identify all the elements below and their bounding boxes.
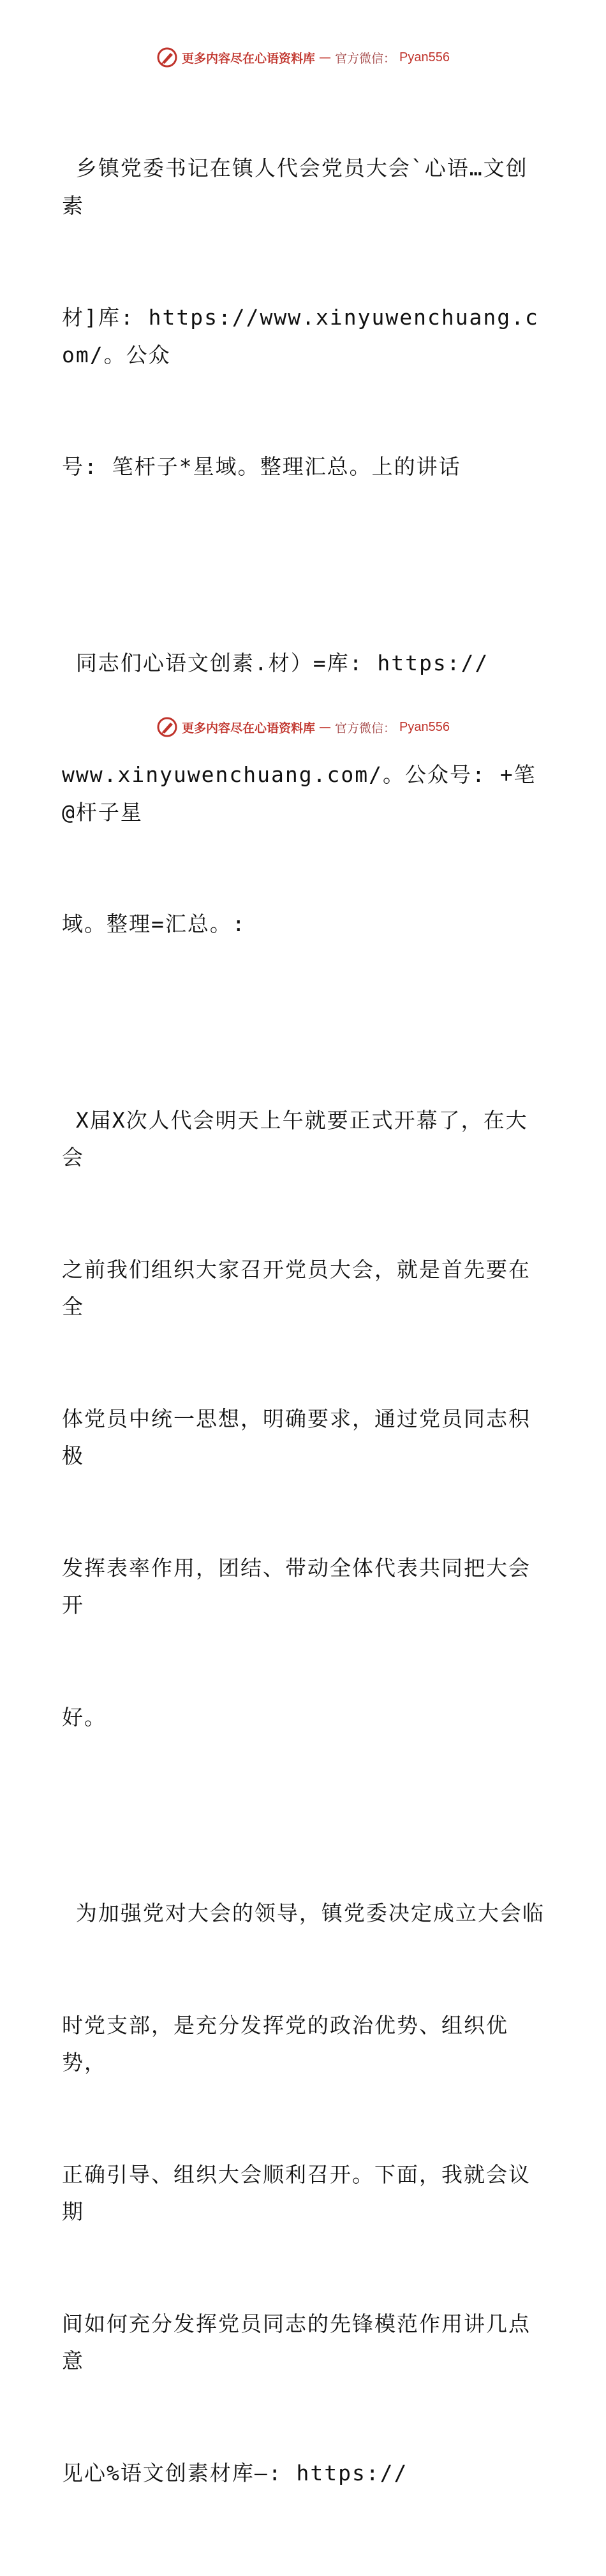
banner-brand: 更多内容尽在心语资料库 bbox=[182, 721, 316, 735]
banner-brand: 更多内容尽在心语资料库 bbox=[182, 51, 316, 66]
text-line: 时党支部，是充分发挥党的政治优势、组织优势， bbox=[62, 2012, 508, 2075]
banner-separator: — bbox=[319, 50, 332, 64]
banner bbox=[156, 47, 450, 68]
banner-wechat-id: Pyan556 bbox=[399, 50, 450, 64]
header-banner bbox=[0, 45, 606, 70]
text-line: 发挥表率作用，团结、带动全体代表共同把大会开 bbox=[62, 1555, 531, 1617]
paragraph-intro bbox=[62, 1027, 547, 1811]
text-line: 号: 笔杆子*星域。整理汇总。上的讲话 bbox=[62, 454, 461, 479]
text-line: 见心%语文创素材库—: https:// bbox=[62, 2460, 408, 2485]
banner-wechat-label: 官方微信： bbox=[335, 51, 396, 66]
text-line: www.xinyuwenchuang.com/。公众号: +笔@杆子星 bbox=[62, 762, 536, 825]
text-line: 体党员中统一思想，明确要求，通过党员同志积极 bbox=[62, 1406, 531, 1468]
text-line: 域。整理=汇总。: bbox=[62, 911, 246, 936]
text-line: 材]库: https://www.xinyuwenchuang.com/。公众 bbox=[62, 305, 539, 367]
banner-wechat-label: 官方微信： bbox=[335, 721, 396, 735]
text-line: 间如何充分发挥党员同志的先锋模范作用讲几点意 bbox=[62, 2311, 531, 2373]
text-line: X届X次人代会明天上午就要正式开幕了，在大会 bbox=[62, 1107, 528, 1170]
document-body bbox=[62, 75, 547, 2576]
paragraph-body bbox=[62, 1820, 547, 2566]
banner bbox=[156, 716, 450, 738]
paragraph-greeting bbox=[62, 570, 547, 1018]
text-line: 乡镇党委书记在镇人代会党员大会`心语…文创素 bbox=[62, 156, 528, 218]
pen-logo-icon bbox=[156, 716, 178, 738]
text-line: 正确引导、组织大会顺利召开。下面，我就会议期 bbox=[62, 2161, 531, 2224]
paragraph-title bbox=[62, 75, 547, 561]
banner-separator: — bbox=[319, 720, 332, 734]
banner-wechat-id: Pyan556 bbox=[399, 719, 450, 734]
text-line: 好。 bbox=[62, 1704, 107, 1730]
text-line: 同志们心语文创素.材）=库: https:// bbox=[62, 650, 489, 675]
footer-banner bbox=[0, 714, 606, 740]
pen-logo-icon bbox=[156, 47, 178, 68]
text-line: 为加强党对大会的领导，镇党委决定成立大会临 bbox=[62, 1901, 545, 1925]
text-line: 之前我们组织大家召开党员大会，就是首先要在全 bbox=[62, 1256, 531, 1319]
